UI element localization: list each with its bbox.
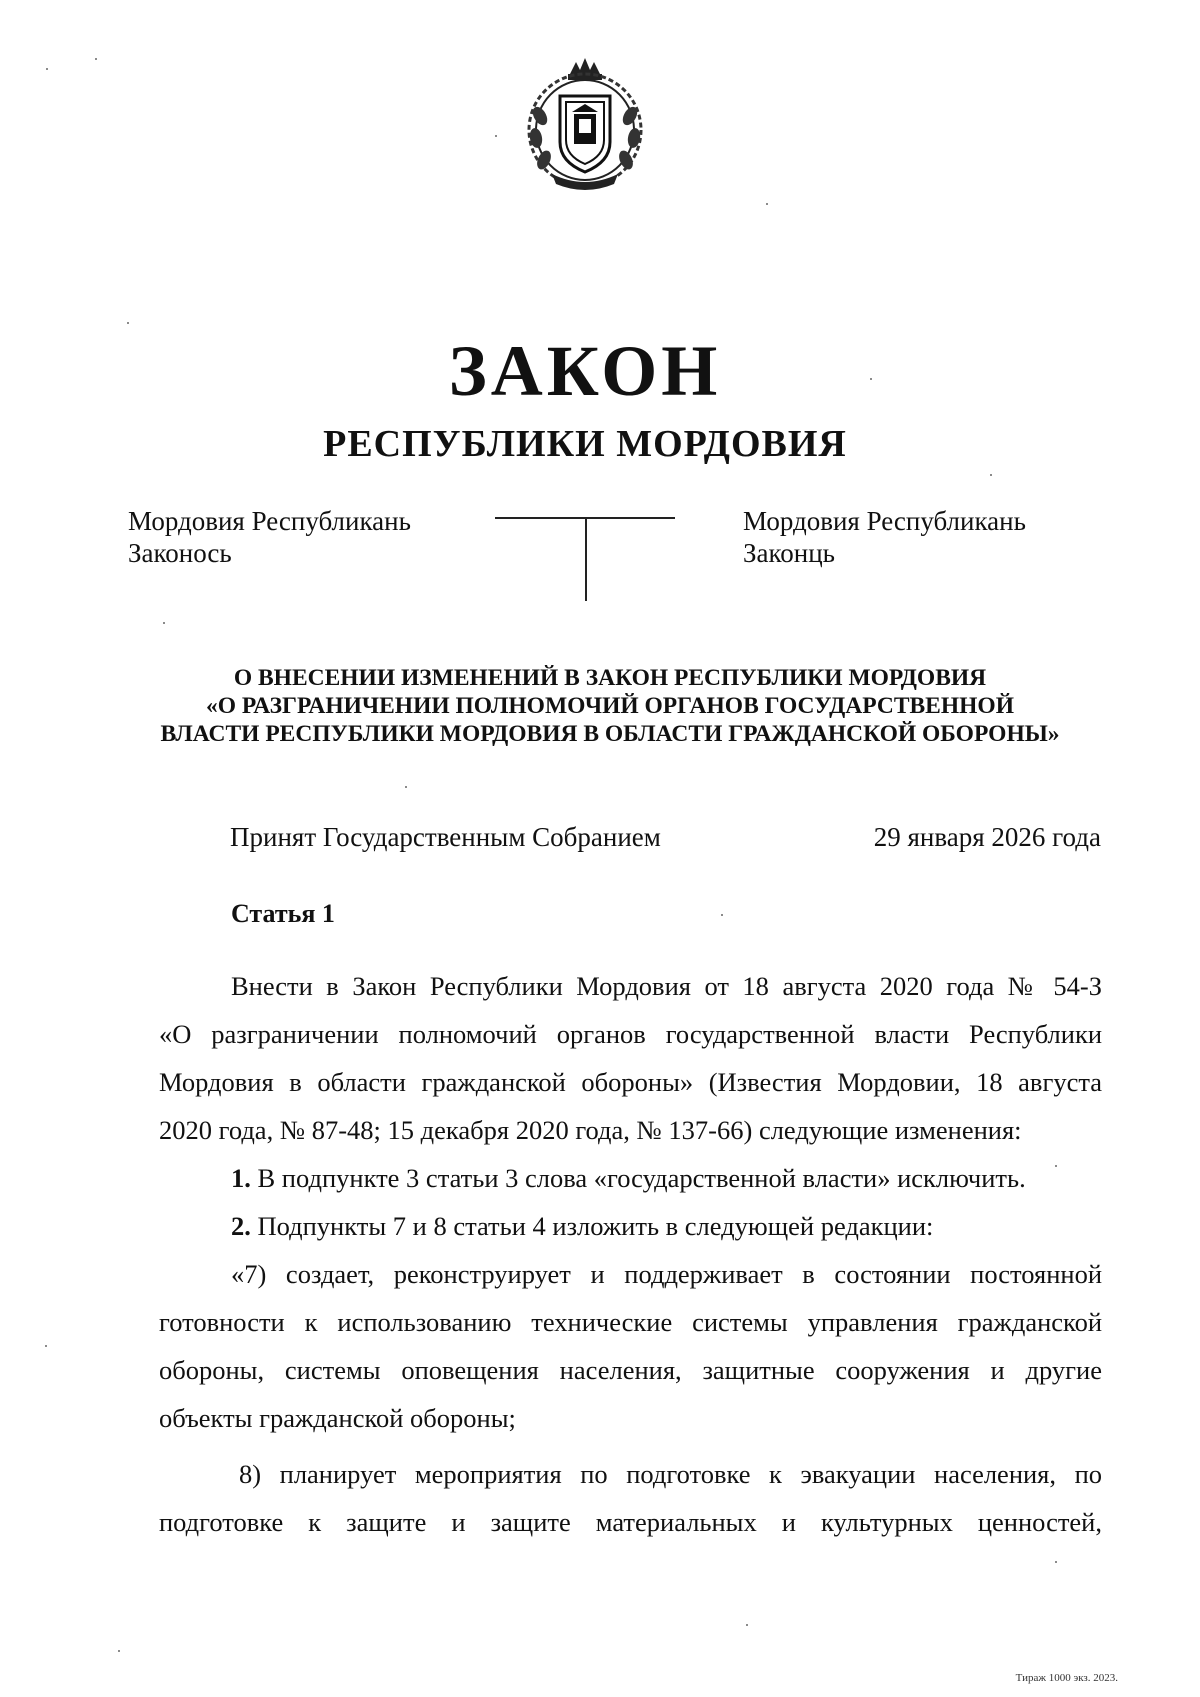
moksha-title-line: Мордовия Республикань [128, 506, 411, 536]
article-intro-line: Внести в Закон Республики Мордовия от 18 августа 2020 года № 54-З [231, 971, 1102, 1001]
erzya-title-line: Законць [743, 538, 835, 568]
header-divider-vertical [585, 517, 587, 601]
article-body [159, 962, 1102, 1546]
amendment-item-2 [159, 1202, 1102, 1250]
erzya-title-line: Мордовия Республикань [743, 506, 1026, 536]
scan-speck [870, 378, 872, 380]
document-heading-line: ВЛАСТИ РЕСПУБЛИКИ МОРДОВИЯ В ОБЛАСТИ ГРАЖДАНСКОЙ ОБОРОНЫ» [160, 721, 1060, 747]
scan-speck [45, 1345, 47, 1347]
article-intro-line: 2020 года, № 87-48; 15 декабря 2020 года, № 137-66) следующие изменения: [159, 1115, 1022, 1145]
moksha-title-line: Законось [128, 538, 232, 568]
law-subtitle: РЕСПУБЛИКИ МОРДОВИЯ [323, 423, 847, 465]
scan-speck [746, 1624, 748, 1626]
subpoint-8-line: 8) планирует мероприятия по подготовке к эвакуации населения, по [239, 1459, 1102, 1489]
amendment-item-number: 1. [231, 1163, 251, 1193]
amendment-item-number: 2. [231, 1211, 251, 1241]
adopted-by: Принят Государственным Собранием [230, 822, 661, 852]
document-heading-line: «О РАЗГРАНИЧЕНИИ ПОЛНОМОЧИЙ ОРГАНОВ ГОСУДАРСТВЕННОЙ [206, 693, 1014, 719]
coat-of-arms-icon [522, 56, 648, 196]
scan-speck [1055, 1165, 1057, 1167]
erzya-title [743, 505, 1026, 569]
print-run-note: Тираж 1000 экз. 2023. [1015, 1672, 1118, 1684]
subpoint-7-line: объекты гражданской обороны; [159, 1403, 516, 1433]
scan-speck [495, 135, 497, 137]
article-intro-line: Мордовия в области гражданской обороны» (Известия Мордовии, 18 августа [159, 1067, 1102, 1097]
amendment-item-text: В подпункте 3 статьи 3 слова «государственной власти» исключить. [250, 1163, 1026, 1193]
amendment-item-text: Подпункты 7 и 8 статьи 4 изложить в следующей редакции: [250, 1211, 934, 1241]
article-intro-line: «О разграничении полномочий органов государственной власти Республики [159, 1019, 1102, 1049]
scan-speck [766, 203, 768, 205]
subpoint-7-line: готовности к использованию технические системы управления гражданской [159, 1307, 1102, 1337]
document-heading [150, 664, 1070, 748]
adoption-date: 29 января 2026 года [873, 822, 1101, 852]
scan-speck [721, 914, 723, 916]
scan-speck [118, 1650, 120, 1652]
scan-speck [127, 322, 129, 324]
law-title: ЗАКОН [448, 331, 722, 411]
amendment-item-1 [159, 1154, 1102, 1202]
scan-speck [405, 786, 407, 788]
scan-speck [1055, 1561, 1057, 1563]
moksha-title [128, 505, 411, 569]
document-heading-line: О ВНЕСЕНИИ ИЗМЕНЕНИЙ В ЗАКОН РЕСПУБЛИКИ МОРДОВИЯ [233, 665, 987, 691]
subpoint-8-line: подготовке к защите и защите материальных и культурных ценностей, [159, 1507, 1102, 1537]
scan-speck [990, 474, 992, 476]
scan-speck [163, 622, 165, 624]
article-title: Статья 1 [231, 899, 335, 928]
subpoint-7-line: «7) создает, реконструирует и поддерживает в состоянии постоянной [231, 1259, 1102, 1289]
subpoint-7-line: обороны, системы оповещения населения, защитные сооружения и другие [159, 1355, 1102, 1385]
scan-speck [46, 68, 48, 70]
scan-speck [95, 58, 97, 60]
